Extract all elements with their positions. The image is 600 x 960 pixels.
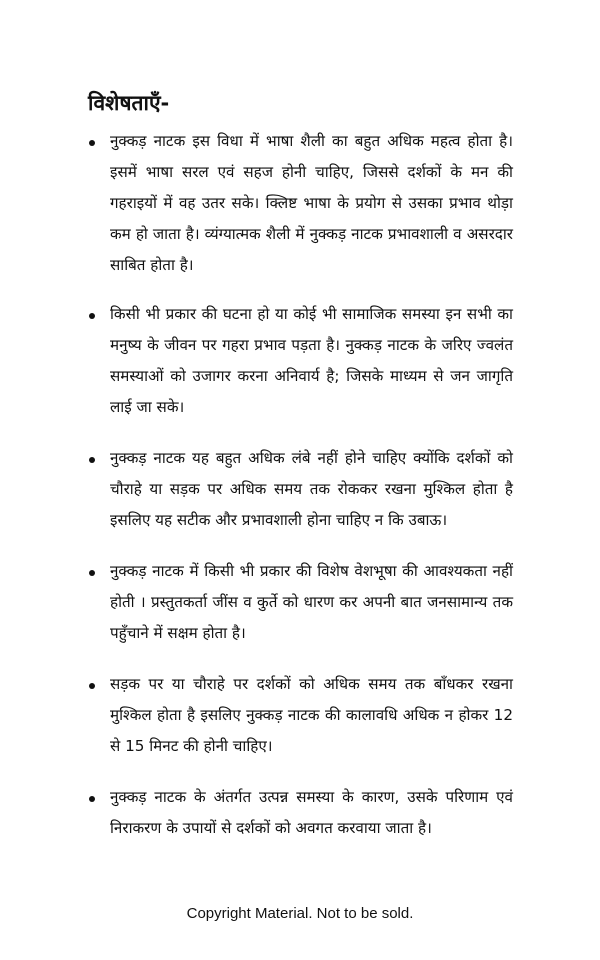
copyright-footer: Copyright Material. Not to be sold. [186,905,414,922]
list-item-text: नुक्कड़ नाटक में किसी भी प्रकार की विशेष वेशभूषा की आवश्यकता नहीं होती । प्रस्तुतकर्ता जींस व कुर्ते को धारण कर अपनी बात जनसामान्य तक पहुँचाने में सक्षम होता है। [110,562,513,642]
bullet-icon [89,683,95,689]
list-item [88,782,513,844]
list-item-text: नुक्कड़ नाटक इस विधा में भाषा शैली का बहुत अधिक महत्व होता है। इसमें भाषा सरल एवं सहज होनी चाहिए, जिससे दर्शकों के मन की गहराइयों में वह उतर सके। क्लिष्ट भाषा के प्रयोग से उसका प्रभाव थोड़ा कम हो जाता है। व्यंग्यात्मक शैली में नुक्कड़ नाटक प्रभावशाली व असरदार साबित होता है। [110,132,513,274]
list-item [88,669,513,762]
bullet-icon [89,313,95,319]
list-item-text: नुक्कड़ नाटक के अंतर्गत उत्पन्न समस्या के कारण, उसके परिणाम एवं निराकरण के उपायों से दर्शकों को अवगत करवाया जाता है। [110,788,513,837]
bullet-icon [89,570,95,576]
list-item [88,556,513,649]
bullet-icon [89,796,95,802]
bullet-icon [89,140,95,146]
list-item [88,126,513,281]
list-item-text: सड़क पर या चौराहे पर दर्शकों को अधिक समय तक बाँधकर रखना मुश्किल होता है इसलिए नुक्कड़ नाटक की कालावधि अधिक न होकर 12 से 15 मिनट की होनी चाहिए। [110,675,513,755]
bullet-icon [89,457,95,463]
list-item [88,443,513,536]
features-list [88,126,513,864]
list-item-text: किसी भी प्रकार की घटना हो या कोई भी सामाजिक समस्या इन सभी का मनुष्य के जीवन पर गहरा प्रभाव पड़ता है। नुक्कड़ नाटक के जरिए ज्वलंत समस्याओं को उजागर करना अनिवार्य है; जिसके माध्यम से जन जागृति लाई जा सके। [110,305,513,416]
list-item-text: नुक्कड़ नाटक यह बहुत अधिक लंबे नहीं होने चाहिए क्योंकि दर्शकों को चौराहे या सड़क पर अधिक समय तक रोककर रखना मुश्किल होता है इसलिए यह सटीक और प्रभावशाली होना चाहिए न कि उबाऊ। [110,449,513,529]
list-item [88,299,513,423]
section-heading: विशेषताएँ- [88,91,170,115]
